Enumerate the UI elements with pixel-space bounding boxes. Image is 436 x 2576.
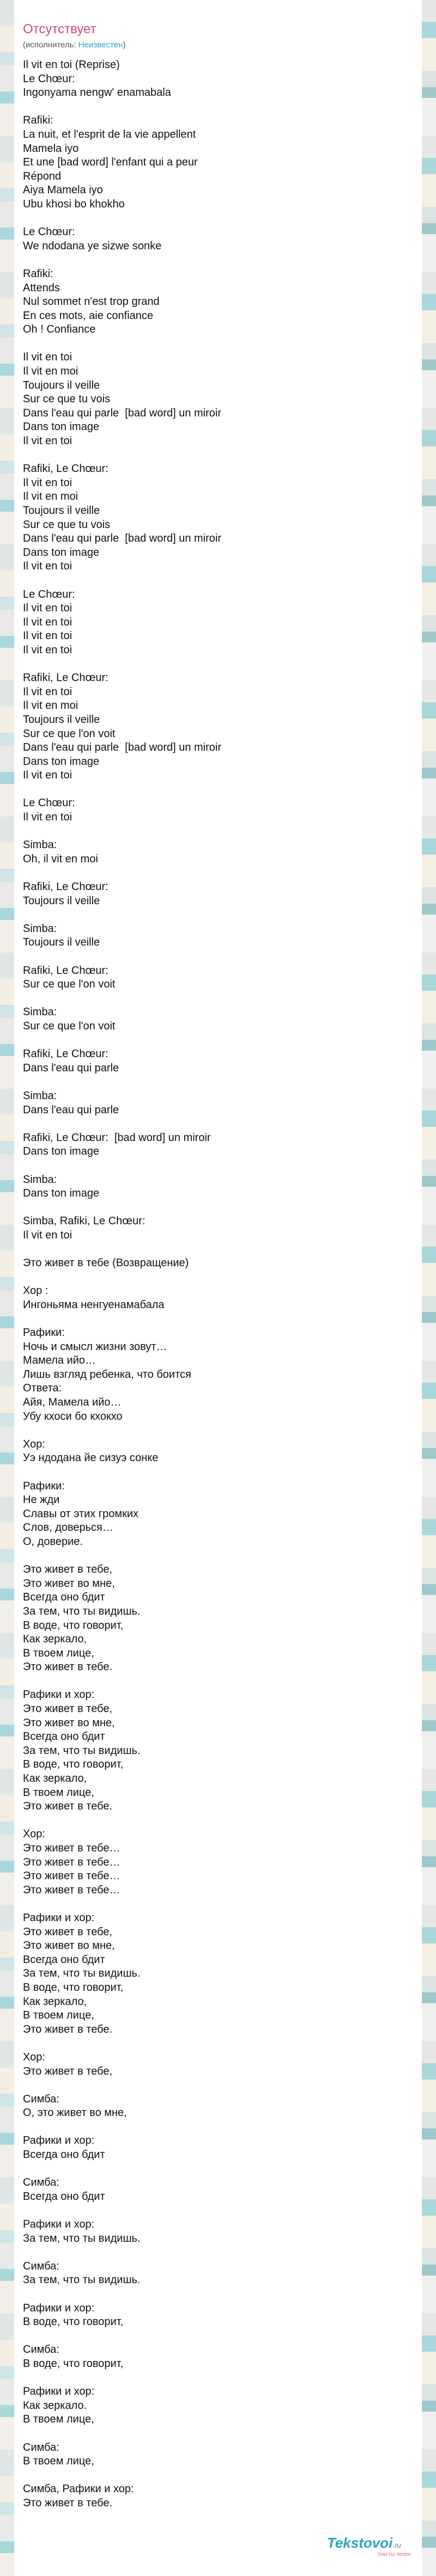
lyric-line: Sur ce que tu vois <box>23 518 111 531</box>
lyric-line: Симба: <box>23 2344 59 2356</box>
lyric-line: Это живет во мне, <box>23 1940 115 1952</box>
stanza-gap <box>23 1117 413 1131</box>
lyric-line: Всегда оно бдит <box>23 1953 105 1966</box>
lyric-line: Это живет в тебе. <box>23 2497 113 2509</box>
lyric-line: Dans ton image <box>23 755 100 768</box>
lyric-line: Ответа: <box>23 1382 62 1395</box>
stanza-gap <box>23 337 413 351</box>
lyric-line: Et une [bad word] l'enfant qui a peur <box>23 156 198 169</box>
lyric-line: Ночь и смысл жизни зовут… <box>23 1340 167 1353</box>
left-stripe-border <box>0 0 14 2576</box>
stanza-gap <box>23 1675 413 1689</box>
lyric-line: Il vit en toi <box>23 643 72 656</box>
lyric-line: Это живет в тебе, <box>23 1703 113 1715</box>
lyric-line: Славы от этих громких <box>23 1507 139 1520</box>
lyric-line: Рафики и хор: <box>23 2135 95 2147</box>
lyric-line: Simba: <box>23 1089 57 1102</box>
stanza-gap <box>23 449 413 463</box>
lyric-line: Toujours il veille <box>23 505 100 517</box>
stanza-gap <box>23 1465 413 1480</box>
lyric-line: В твоем лице, <box>23 2413 94 2426</box>
lyric-line: Rafiki, Le Chœur: <box>23 672 108 684</box>
stanza-gap <box>23 1034 413 1048</box>
lyric-line: Ingonyama nengw' enamabala <box>23 87 171 99</box>
lyric-line: Рафики и хор: <box>23 2385 95 2398</box>
lyric-line: Le Chœur: <box>23 226 75 238</box>
lyric-line: За тем, что ты видишь. <box>23 1967 141 1980</box>
artist-link[interactable]: Неизвестен <box>78 40 123 50</box>
lyric-line: Лишь взгляд ребенка, что боится <box>23 1368 191 1381</box>
lyric-line: В твоем лице, <box>23 2455 94 2468</box>
lyric-line: Рафики и хор: <box>23 1911 95 1924</box>
lyric-line: За тем, что ты видишь. <box>23 1605 141 1617</box>
stanza-gap <box>23 253 413 267</box>
lyric-line: Это живет во мне, <box>23 1577 115 1590</box>
stanza-gap <box>23 2329 413 2344</box>
lyric-line: Ингоньяма ненгуенамабала <box>23 1298 165 1311</box>
stanza-gap <box>23 1549 413 1563</box>
stanza-gap <box>23 2371 413 2385</box>
lyric-line: Il vit en toi <box>23 560 72 573</box>
stanza-gap <box>23 1201 413 1215</box>
lyric-line: Не жди <box>23 1494 60 1506</box>
lyric-line: Как зеркало, <box>23 1995 87 2008</box>
lyric-line: Il vit en toi (Reprise) <box>23 59 120 71</box>
lyric-line: В воде, что говорит, <box>23 1758 124 1771</box>
lyric-line: Dans ton image <box>23 1187 100 1200</box>
lyric-line: Это живет во мне, <box>23 1716 115 1729</box>
stanza-gap <box>23 2287 413 2302</box>
lyric-line: Dans l'eau qui parle [bad word] un miroir <box>23 532 222 545</box>
artist-suffix: ) <box>123 40 126 50</box>
lyric-line: Rafiki, Le Chœur: <box>23 463 108 475</box>
lyric-line: Rafiki, Le Chœur: <box>23 881 108 893</box>
stanza-gap <box>23 825 413 839</box>
lyric-line: Sur ce que l'on voit <box>23 727 116 740</box>
lyric-line: Il vit en toi <box>23 685 72 698</box>
lyric-line: Рафики и хор: <box>23 1689 95 1701</box>
lyric-line: Toujours il veille <box>23 894 100 907</box>
lyric-line: Всегда оно бдит <box>23 1591 105 1604</box>
lyric-line: Aiya Mamela iyo <box>23 184 103 197</box>
lyric-line: Симба, Рафики и хор: <box>23 2483 134 2495</box>
right-stripe-border <box>422 0 436 2576</box>
lyric-line: Rafiki, Le Chœur: <box>23 964 108 977</box>
lyric-line: Rafiki: <box>23 267 53 280</box>
stanza-gap <box>23 1159 413 1173</box>
lyric-line: Хор: <box>23 1828 45 1841</box>
lyric-line: Всегда оно бдит <box>23 2149 105 2161</box>
lyric-line: В воде, что говорит, <box>23 1619 124 1632</box>
lyric-line: Это живет в тебе… <box>23 1884 120 1896</box>
logo-tld: .ru <box>392 2541 401 2549</box>
stanza-gap <box>23 2204 413 2218</box>
lyric-line: Симба: <box>23 2441 59 2454</box>
lyric-line: За тем, что ты видишь. <box>23 1744 141 1757</box>
artist-prefix: (исполнитель: <box>23 40 78 50</box>
site-logo[interactable] <box>327 2535 414 2561</box>
stanza-gap <box>23 658 413 672</box>
stanza-gap <box>23 2469 413 2483</box>
lyric-line: La nuit, et l'esprit de la vie appellent <box>23 128 196 140</box>
lyric-line: Attends <box>23 281 60 294</box>
lyric-line: Это живет в тебе. <box>23 1661 113 1673</box>
lyric-line: Il vit en toi <box>23 351 72 364</box>
lyric-line: Il vit en toi <box>23 476 72 489</box>
stanza-gap <box>23 2427 413 2441</box>
lyric-line: Это живет в тебе… <box>23 1870 120 1882</box>
lyric-line: Это живет в тебе (Возвращение) <box>23 1257 189 1269</box>
logo-name: Tekstovoi <box>327 2535 393 2551</box>
lyric-line: Dans ton image <box>23 546 100 559</box>
stanza-gap <box>23 574 413 588</box>
stanza-gap <box>23 950 413 964</box>
lyric-line: В воде, что говорит, <box>23 2316 124 2328</box>
lyric-line: Всегда оно бдит <box>23 1731 105 1743</box>
lyric-line: Sur ce que l'on voit <box>23 978 116 991</box>
stanza-gap <box>23 783 413 797</box>
stanza-gap <box>23 992 413 1006</box>
stanza-gap <box>23 1897 413 1911</box>
stanza-gap <box>23 1814 413 1828</box>
stanza-gap <box>23 2120 413 2135</box>
song-title: Отсутствует <box>23 22 96 36</box>
lyric-line: Toujours il veille <box>23 379 100 391</box>
lyric-line: Rafiki, Le Chœur: [bad word] un miroir <box>23 1131 211 1144</box>
stanza-gap <box>23 2078 413 2093</box>
lyric-line: Toujours il veille <box>23 936 100 949</box>
lyric-line: Dans l'eau qui parle [bad word] un miroir <box>23 407 222 419</box>
lyric-line: В твоем лице, <box>23 2009 94 2022</box>
lyric-line: Айя, Мамела ийо… <box>23 1396 122 1408</box>
lyric-line: We ndodana ye sizwe sonke <box>23 240 162 252</box>
lyric-line: Il vit en toi <box>23 769 72 782</box>
lyric-line: Il vit en toi <box>23 602 72 615</box>
lyric-line: Хор: <box>23 1438 45 1450</box>
song-meta <box>23 40 413 50</box>
lyric-line: Oh ! Confiance <box>23 323 96 336</box>
lyric-line: Répond <box>23 170 62 182</box>
stanza-gap <box>23 212 413 226</box>
lyric-line: Это живет в тебе, <box>23 1925 113 1938</box>
lyric-line: Il vit en toi <box>23 630 72 642</box>
lyric-line: Dans l'eau qui parle <box>23 1103 119 1116</box>
lyric-line: Рафики: <box>23 1480 65 1492</box>
lyric-line: Ubu khosi bo khokho <box>23 198 125 210</box>
lyric-line: Всегда оно бдит <box>23 2190 105 2203</box>
lyric-line: Simba: <box>23 1173 57 1186</box>
lyric-line: Simba: <box>23 1006 57 1019</box>
stanza-gap <box>23 1312 413 1326</box>
lyric-line: Это живет в тебе… <box>23 1856 120 1868</box>
lyrics-page <box>23 22 413 2511</box>
lyric-line: Il vit en toi <box>23 1229 72 1241</box>
lyrics-text <box>23 58 413 2511</box>
lyric-line: Уэ ндодана йе сизуэ сонке <box>23 1452 159 1464</box>
stanza-gap <box>23 1271 413 1285</box>
stanza-gap <box>23 1242 413 1256</box>
lyric-line: Как зеркало, <box>23 1633 87 1646</box>
lyric-line: Sur ce que l'on voit <box>23 1020 116 1032</box>
lyric-line: Le Chœur: <box>23 72 75 85</box>
lyric-line: Dans l'eau qui parle [bad word] un miroir <box>23 741 222 754</box>
lyric-line: За тем, что ты видишь. <box>23 2274 141 2286</box>
lyric-line: Это живет в тебе. <box>23 1800 113 1813</box>
stanza-gap <box>23 1424 413 1438</box>
lyric-line: Слов, доверься… <box>23 1522 113 1534</box>
lyric-line: Мамела ийо… <box>23 1354 96 1367</box>
lyric-line: Это живет в тебе, <box>23 2065 113 2077</box>
lyric-line: О, доверие. <box>23 1535 83 1548</box>
lyric-line: En ces mots, aie confiance <box>23 309 154 322</box>
lyric-line: Il vit en moi <box>23 700 78 712</box>
lyric-line: Dans ton image <box>23 1145 100 1158</box>
lyric-line: Il vit en toi <box>23 435 72 447</box>
lyric-line: Рафики: <box>23 1327 65 1339</box>
lyric-line: О, это живет во мне, <box>23 2107 127 2119</box>
lyric-line: Simba: <box>23 839 57 851</box>
lyric-line: В воде, что говорит, <box>23 2357 124 2370</box>
lyric-line: Oh, il vit en moi <box>23 852 98 865</box>
lyric-line: Убу кхоси бо кхокхо <box>23 1410 123 1422</box>
lyric-line: Rafiki: <box>23 114 53 127</box>
lyric-line: Sur ce que tu vois <box>23 393 111 406</box>
lyric-line: Dans ton image <box>23 421 100 433</box>
stanza-gap <box>23 2246 413 2260</box>
logo-tagline: тексты песен <box>377 2552 411 2557</box>
lyric-line: Mamela iyo <box>23 142 79 155</box>
lyric-line: Il vit en toi <box>23 616 72 628</box>
lyric-line: Il vit en toi <box>23 811 72 824</box>
lyric-line: Симба: <box>23 2260 59 2272</box>
lyric-line: Le Chœur: <box>23 588 75 600</box>
lyric-line: В твоем лице, <box>23 1786 94 1799</box>
lyric-line: Хор : <box>23 1285 49 1297</box>
lyric-line: Это живет в тебе. <box>23 2023 113 2035</box>
lyric-line: Rafiki, Le Chœur: <box>23 1048 108 1060</box>
stanza-gap <box>23 866 413 880</box>
lyric-line: Simba: <box>23 922 57 935</box>
stanza-gap <box>23 908 413 922</box>
stanza-gap <box>23 100 413 114</box>
lyric-line: Как зеркало, <box>23 1772 87 1785</box>
lyric-line: Рафики и хор: <box>23 2302 95 2314</box>
lyric-line: Toujours il veille <box>23 713 100 726</box>
lyric-line: Это живет в тебе… <box>23 1842 120 1854</box>
lyric-line: Il vit en moi <box>23 490 78 503</box>
lyric-line: В воде, что говорит, <box>23 1981 124 1994</box>
lyric-line: Симба: <box>23 2093 59 2105</box>
lyric-line: Simba, Rafiki, Le Chœur: <box>23 1215 146 1228</box>
stanza-gap <box>23 2162 413 2176</box>
stanza-gap <box>23 1075 413 1089</box>
lyric-line: Симба: <box>23 2176 59 2189</box>
lyric-line: Nul sommet n'est trop grand <box>23 296 160 308</box>
lyric-line: Рафики и хор: <box>23 2218 95 2231</box>
lyric-line: Как зеркало. <box>23 2399 87 2412</box>
stanza-gap <box>23 2037 413 2051</box>
lyric-line: В твоем лице, <box>23 1647 94 1659</box>
lyric-line: Le Chœur: <box>23 797 75 809</box>
lyric-line: Это живет в тебе, <box>23 1563 113 1576</box>
lyric-line: Хор: <box>23 2051 45 2063</box>
logo-wordmark <box>327 2535 401 2552</box>
lyric-line: Dans l'eau qui parle <box>23 1062 119 1074</box>
lyric-line: За тем, что ты видишь. <box>23 2232 141 2244</box>
lyric-line: Il vit en moi <box>23 365 78 378</box>
